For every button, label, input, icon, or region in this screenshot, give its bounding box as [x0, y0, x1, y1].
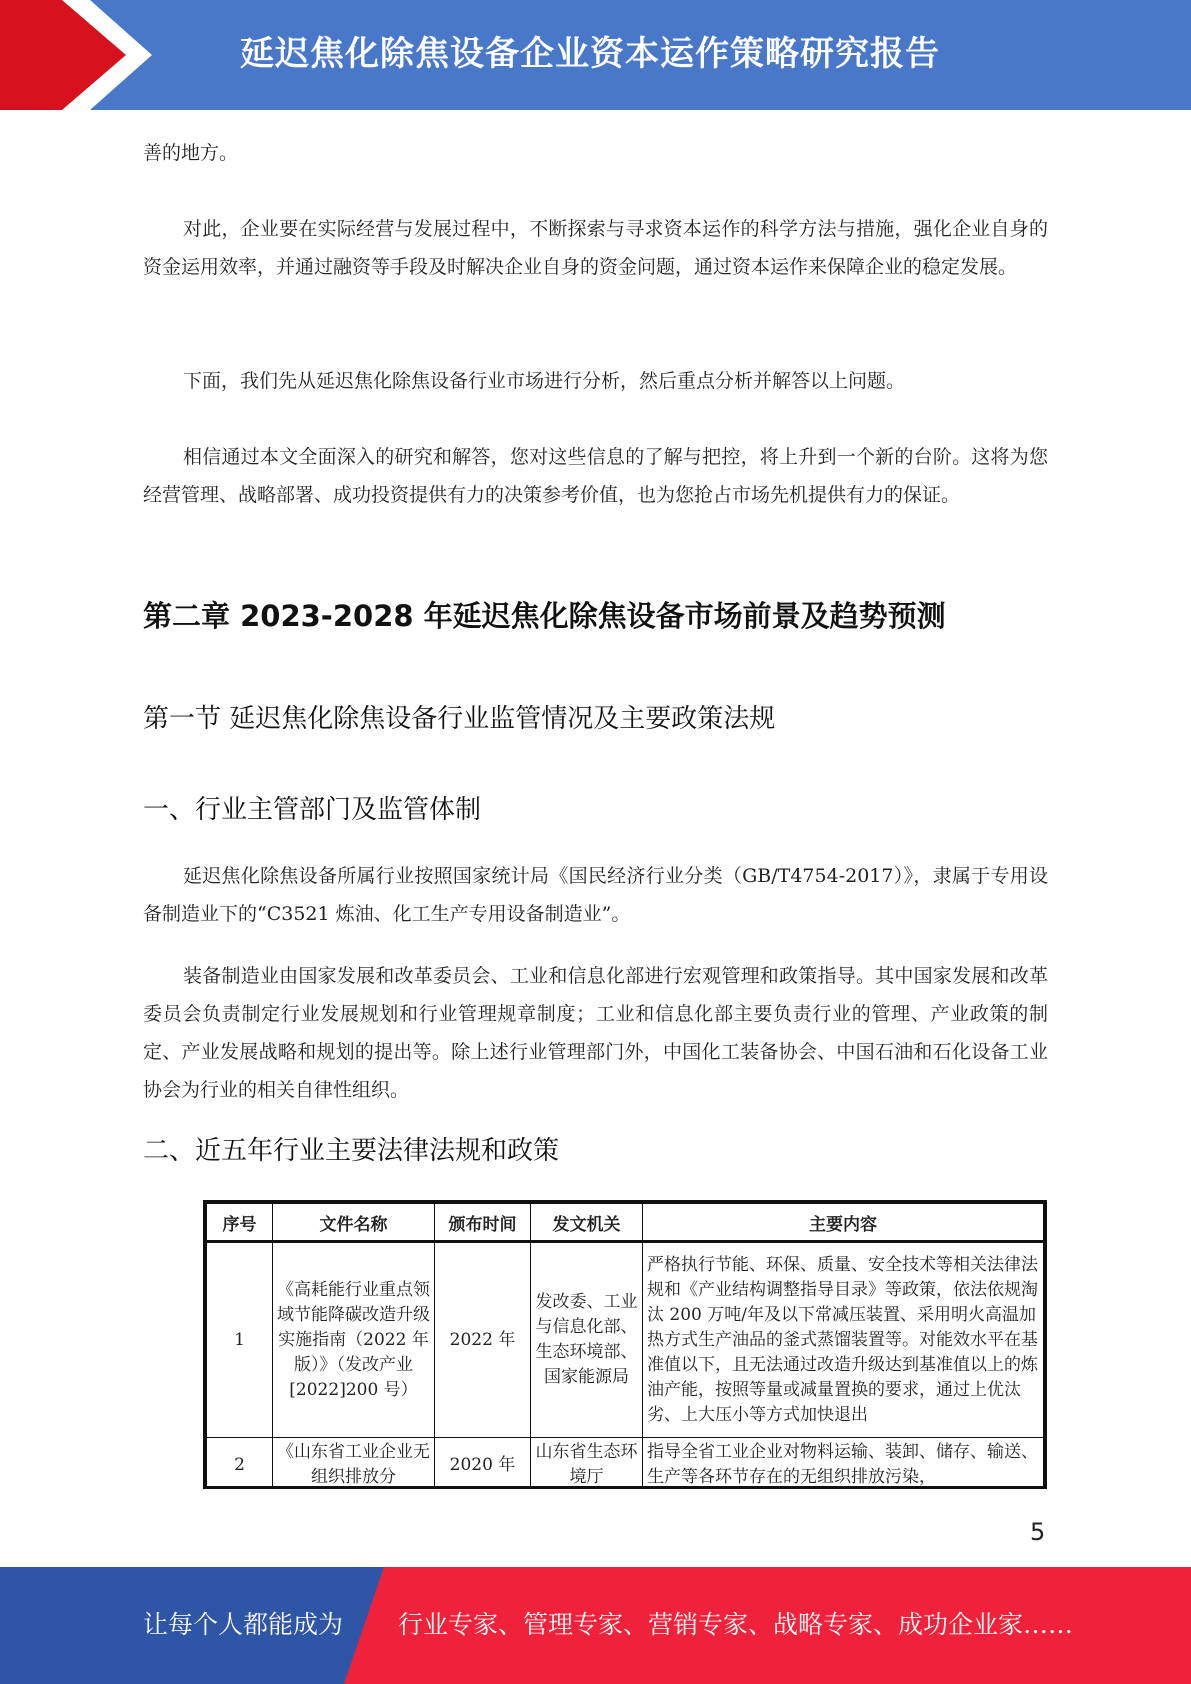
report-title: 延迟焦化除焦设备企业资本运作策略研究报告: [240, 34, 940, 74]
page-footer: [0, 1567, 1191, 1684]
table-header-row: [207, 1204, 1044, 1242]
cell-no: 1: [207, 1242, 273, 1438]
section-title: 第一节 延迟焦化除焦设备行业监管情况及主要政策法规: [143, 704, 776, 734]
header-content: 主要内容: [643, 1204, 1044, 1242]
page-number: 5: [1030, 1518, 1046, 1546]
footer-slogan-right: 行业专家、管理专家、营销专家、战略专家、成功企业家……: [398, 1610, 1074, 1639]
cell-name: 《高耗能行业重点领域节能降碳改造升级实施指南（2022 年版）》（发改产业[2022]200 号）: [273, 1242, 435, 1438]
cell-no: 2: [207, 1438, 273, 1490]
cell-org: 山东省生态环境厅: [531, 1438, 643, 1490]
cell-content: 严格执行节能、环保、质量、安全技术等相关法律法规和《产业结构调整指导目录》等政策，依法依规淘汰 200 万吨/年及以下常减压装置、采用明火高温加热方式生产油品的釜式蒸馏装置等。对能效水平在基准值以下，且无法通过改造升级达到基准值以上的炼油产能，按照等量或减量置换的要求，通过上优汰劣、上大压小等方式加快退出: [643, 1242, 1044, 1438]
header-no: 序号: [207, 1204, 273, 1242]
table-row: [207, 1242, 1044, 1438]
table-row: [207, 1438, 1044, 1490]
chapter-title: 第二章 2023-2028 年延迟焦化除焦设备市场前景及趋势预测: [143, 599, 946, 633]
cell-content: 指导全省工业企业对物料运输、装卸、储存、输送、生产等各环节存在的无组织排放污染，: [643, 1438, 1044, 1490]
header-org: 发文机关: [531, 1204, 643, 1242]
subsection-title-regulation: 一、行业主管部门及监管体制: [143, 795, 482, 825]
header-date: 颁布时间: [435, 1204, 531, 1242]
policy-table: [203, 1200, 1047, 1489]
cell-org: 发改委、工业与信息化部、生态环境部、国家能源局: [531, 1242, 643, 1438]
footer-slogan-left: 让每个人都能成为: [143, 1610, 344, 1639]
paragraph-industry-classification: 延迟焦化除焦设备所属行业按照国家统计局《国民经济行业分类（GB/T4754-2017）》，隶属于专用设备制造业下的“C3521 炼油、化工生产专用设备制造业”。: [143, 865, 1048, 925]
paragraph-value: 相信通过本文全面深入的研究和解答，您对这些信息的了解与把控，将上升到一个新的台阶。这将为您经营管理、战略部署、成功投资提供有力的决策参考价值，也为您抢占市场先机提供有力的保证。: [143, 446, 1048, 506]
cell-date: 2020 年: [435, 1438, 531, 1490]
cell-name: 《山东省工业企业无组织排放分: [273, 1438, 435, 1490]
header-arrow-decoration: [0, 0, 160, 110]
cell-date: 2022 年: [435, 1242, 531, 1438]
paragraph-analysis-intro: 下面，我们先从延迟焦化除焦设备行业市场进行分析，然后重点分析并解答以上问题。: [183, 370, 906, 392]
subsection-title-policies: 二、近五年行业主要法律法规和政策: [143, 1136, 560, 1166]
header-name: 文件名称: [273, 1204, 435, 1242]
paragraph-continuation: 善的地方。: [143, 142, 239, 164]
paragraph-capital-operation: 对此，企业要在实际经营与发展过程中，不断探索与寻求资本运作的科学方法与措施，强化企业自身的资金运用效率，并通过融资等手段及时解决企业自身的资金问题，通过资本运作来保障企业的稳定发展。: [143, 218, 1048, 278]
page-header: [0, 0, 1191, 110]
paragraph-regulators: 装备制造业由国家发展和改革委员会、工业和信息化部进行宏观管理和政策指导。其中国家发展和改革委员会负责制定行业发展规划和行业管理规章制度；工业和信息化部主要负责行业的管理、产业政策的制定、产业发展战略和规划的提出等。除上述行业管理部门外，中国化工装备协会、中国石油和石化设备工业协会为行业的相关自律性组织。: [143, 965, 1048, 1101]
